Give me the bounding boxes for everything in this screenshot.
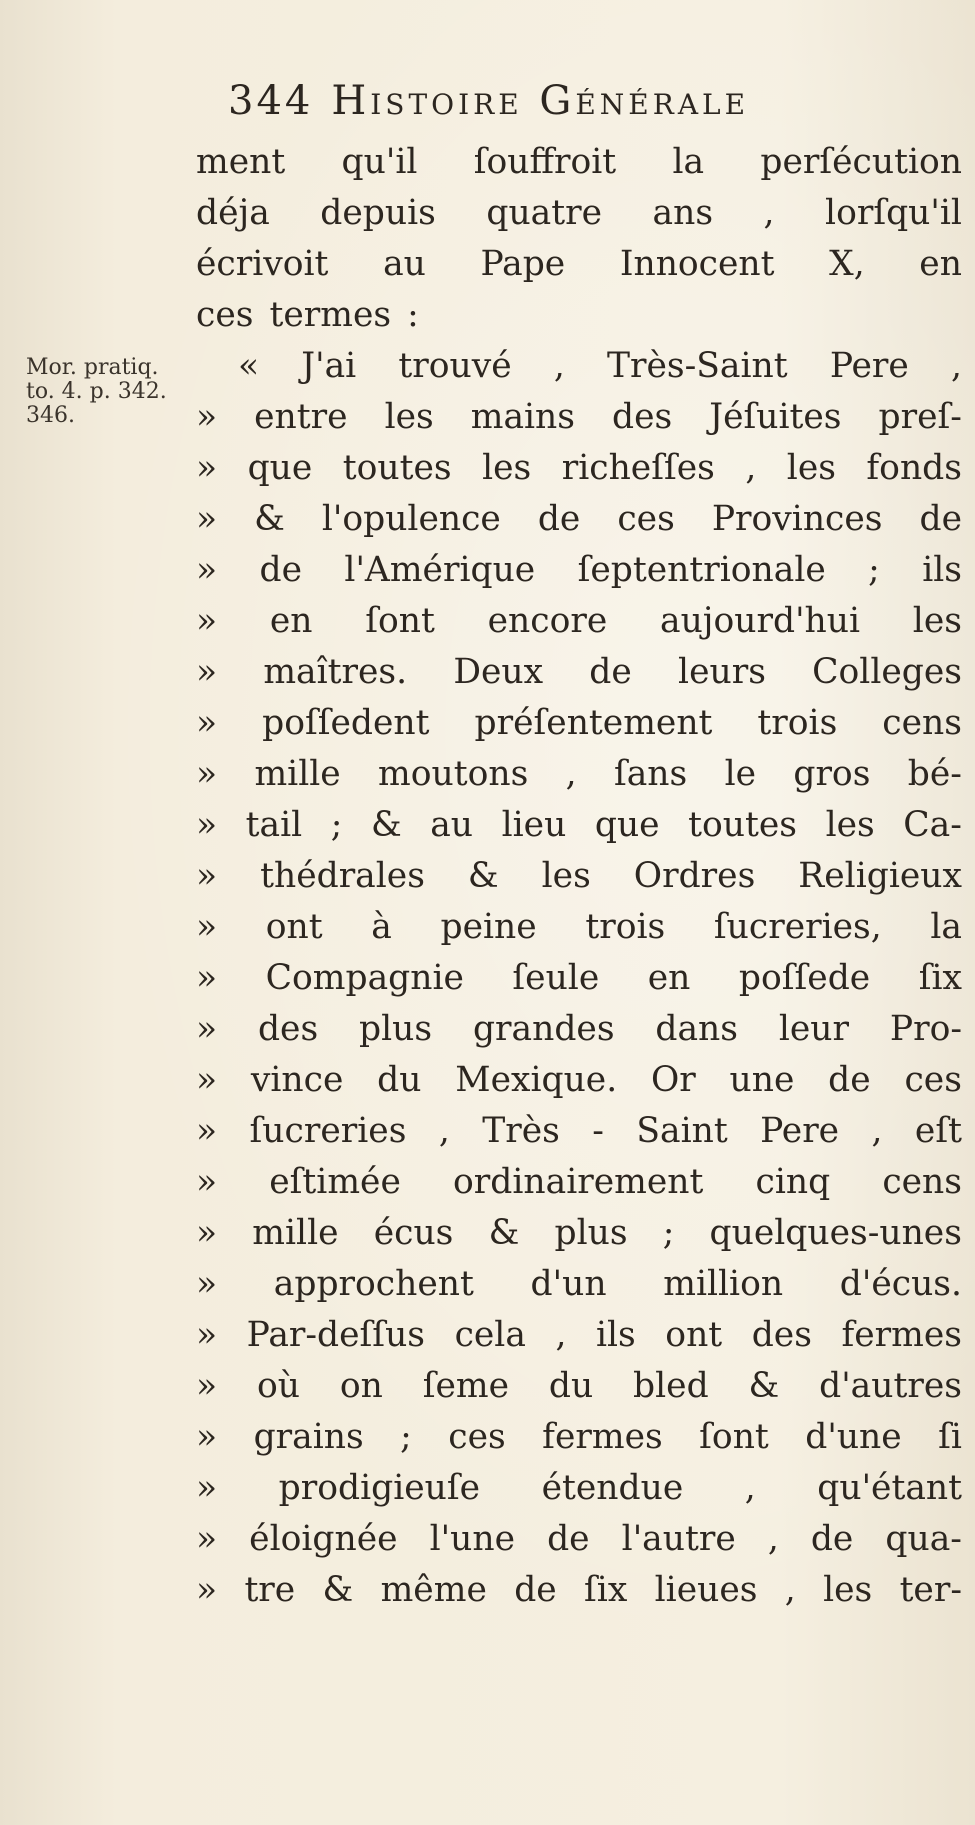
text-line: » ont à peine trois ſucreries, la: [196, 907, 962, 947]
text-line: écrivoit au Pape Innocent X, en: [196, 244, 962, 284]
text-line: » vince du Mexique. Or une de ces: [196, 1060, 962, 1100]
text-line: » tail ; & au lieu que toutes les Ca-: [196, 805, 962, 845]
text-line: » Compagnie ſeule en poſſede ſix: [196, 958, 962, 998]
text-line: » & l'opulence de ces Provinces de: [196, 499, 962, 539]
text-line: » eſtimée ordinairement cinq cens: [196, 1162, 962, 1202]
text-line: ces termes :: [196, 295, 419, 335]
text-line: » que toutes les richeſſes , les fonds: [196, 448, 962, 488]
text-line: » en ſont encore aujourd'hui les: [196, 601, 962, 641]
body-text: [196, 137, 962, 1616]
page-number: 344: [228, 78, 314, 124]
text-line: » ſucreries , Très - Saint Pere , eſt: [196, 1111, 962, 1151]
text-line: » où on ſeme du bled & d'autres: [196, 1366, 962, 1406]
text-line: » maîtres. Deux de leurs Colleges: [196, 652, 962, 692]
text-line: » thédrales & les Ordres Religieux: [196, 856, 962, 896]
text-line: ment qu'il ſouffroit la perſécution: [196, 142, 962, 182]
margin-note-line: to. 4. p. 342.: [26, 379, 167, 404]
running-head: [228, 78, 749, 124]
page-title: Histoire Générale: [331, 78, 750, 124]
text-line: » tre & même de ſix lieues , les ter-: [196, 1570, 962, 1610]
margin-note-line: 346.: [26, 403, 75, 428]
text-line: » des plus grandes dans leur Pro-: [196, 1009, 962, 1049]
text-line: « J'ai trouvé , Très-Saint Pere ,: [238, 346, 962, 386]
text-line: » éloignée l'une de l'autre , de qua-: [196, 1519, 962, 1559]
text-line: » approchent d'un million d'écus.: [196, 1264, 962, 1304]
text-line: » grains ; ces fermes ſont d'une ſi: [196, 1417, 962, 1457]
text-line: » entre les mains des Jéſuites preſ-: [196, 397, 962, 437]
text-line: » mille écus & plus ; quelques-unes: [196, 1213, 962, 1253]
text-line: » mille moutons , ſans le gros bé-: [196, 754, 962, 794]
margin-citation: [26, 356, 216, 428]
text-line: déja depuis quatre ans , lorſqu'il: [196, 193, 962, 233]
text-line: » Par-deſſus cela , ils ont des fermes: [196, 1315, 962, 1355]
text-line: » prodigieuſe étendue , qu'étant: [196, 1468, 962, 1508]
text-line: » poſſedent préſentement trois cens: [196, 703, 962, 743]
text-line: » de l'Amérique ſeptentrionale ; ils: [196, 550, 962, 590]
margin-note-line: Mor. pratiq.: [26, 355, 159, 380]
